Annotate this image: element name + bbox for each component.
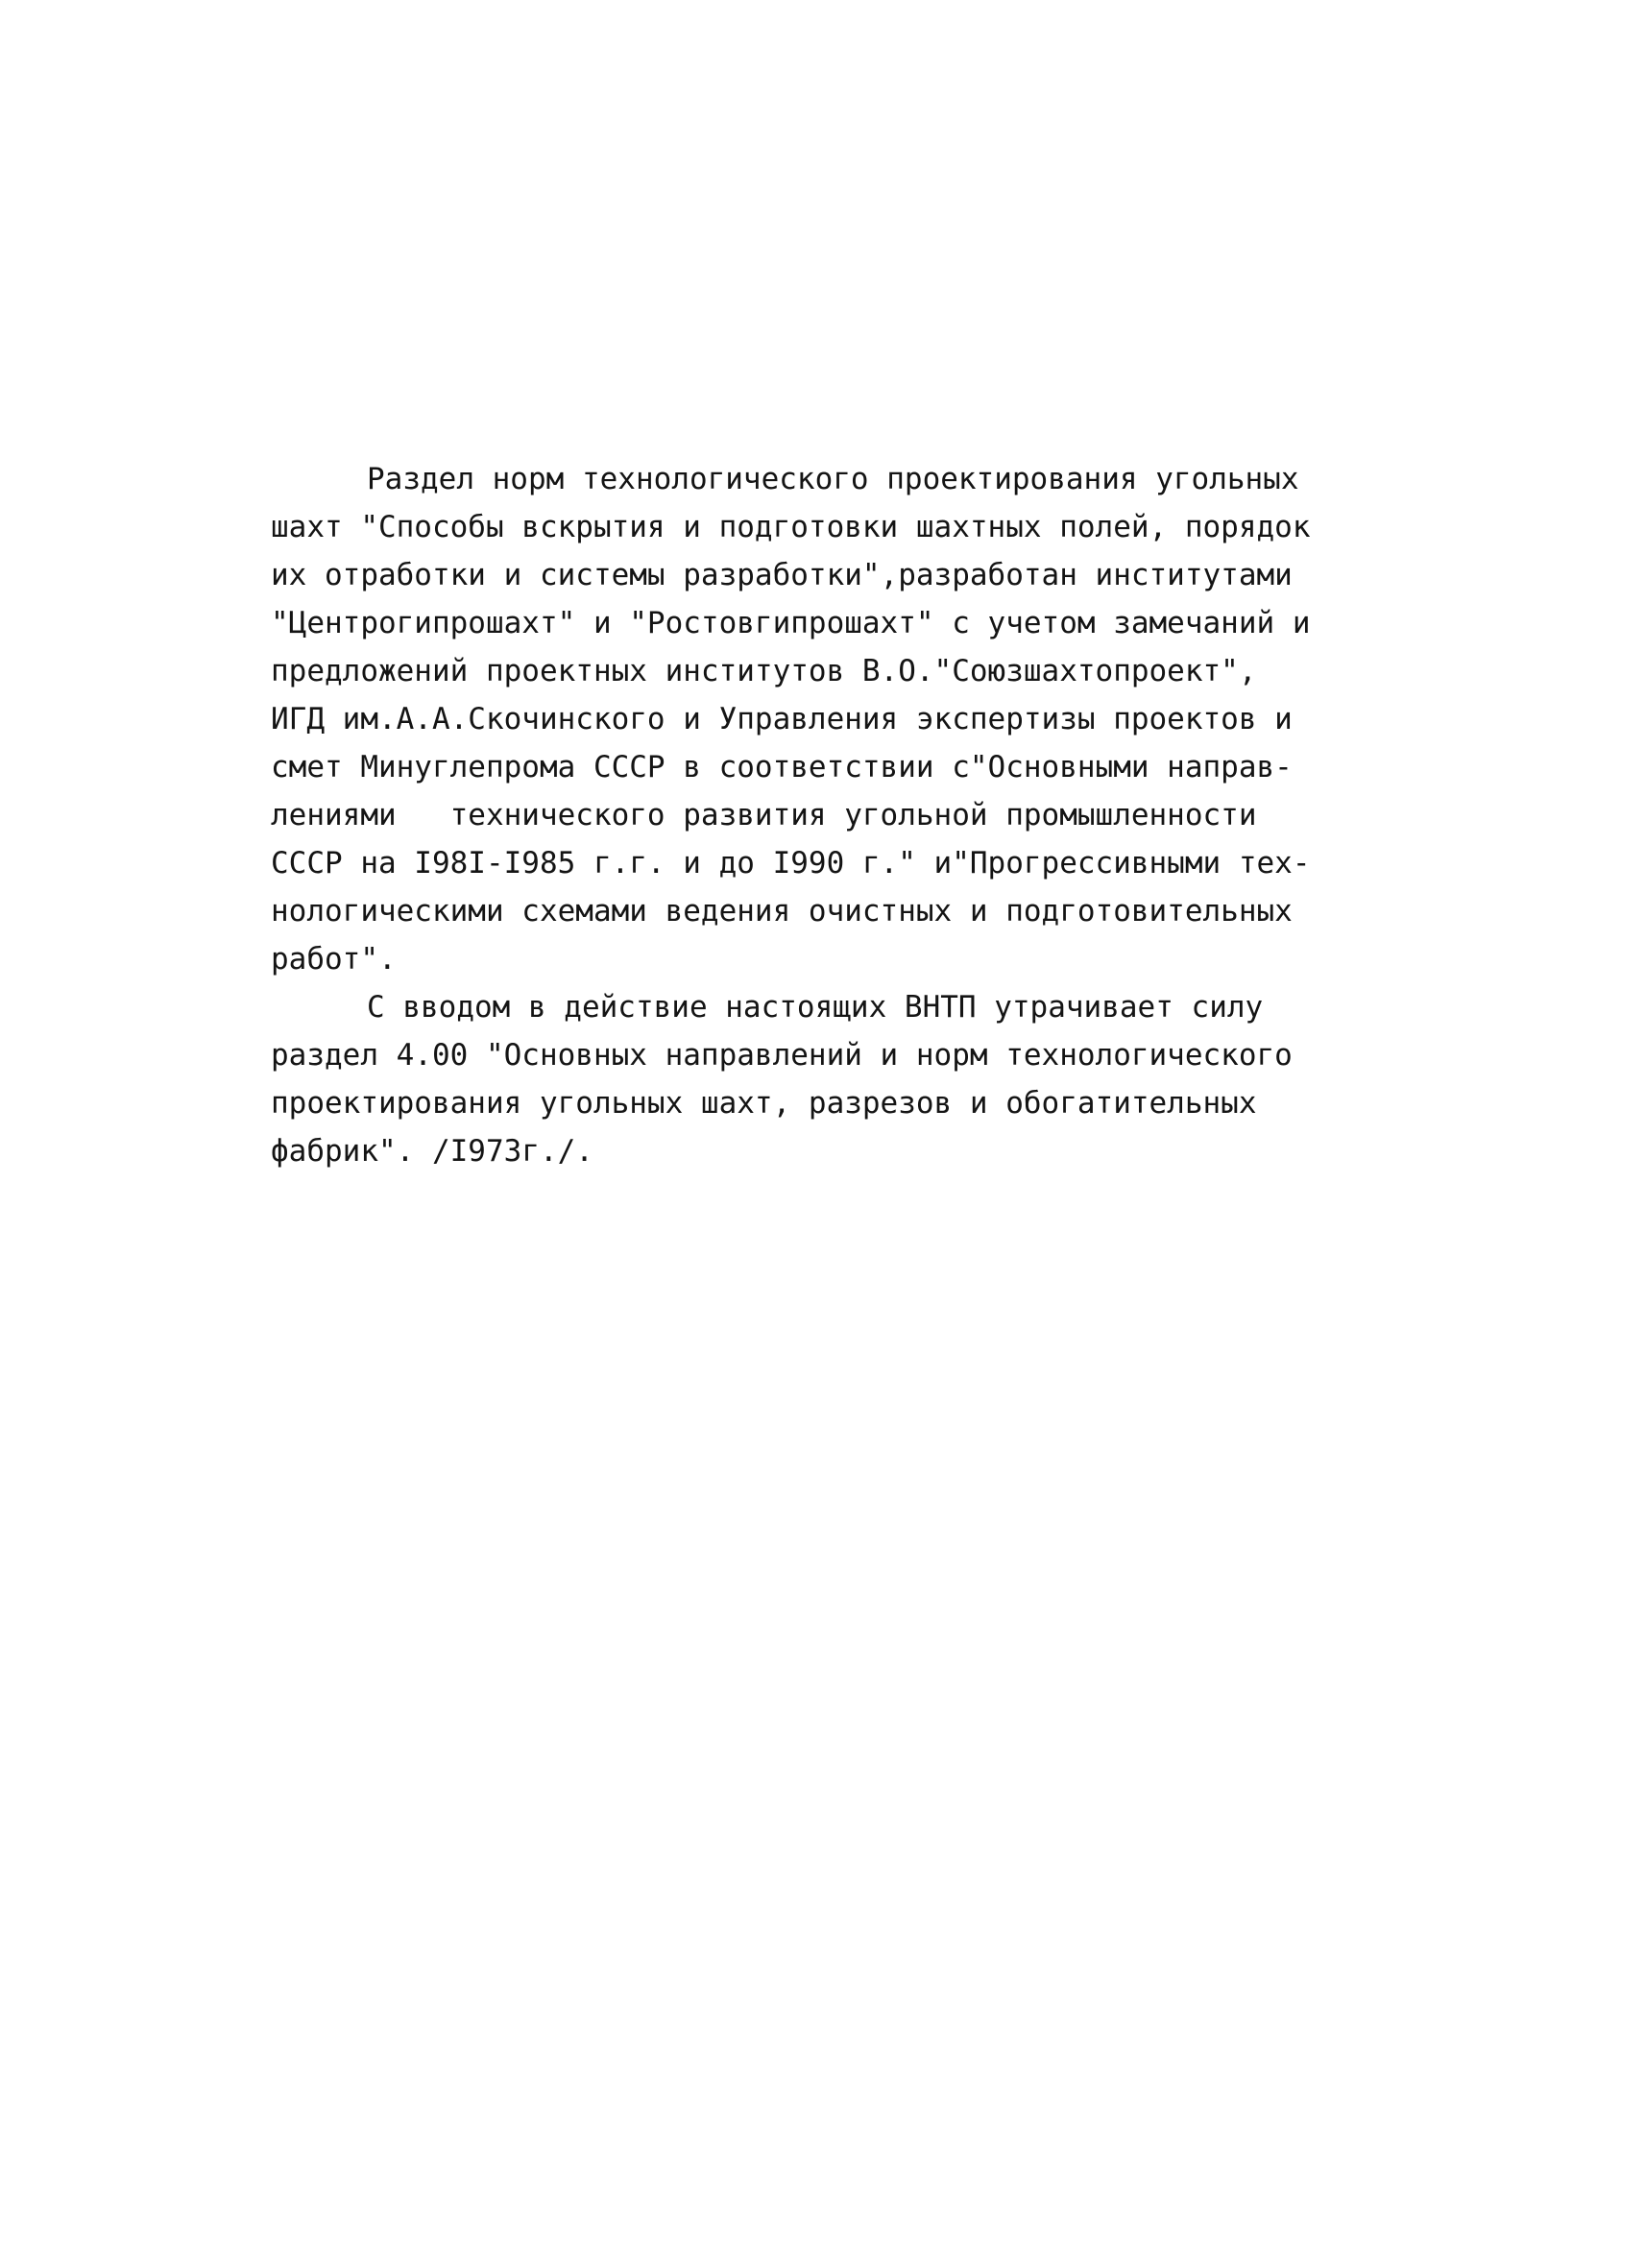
text-line: нологическими схемами ведения очистных и подготовительных <box>271 894 1293 929</box>
text-line: С вводом в действие настоящих ВНТП утрачивает силу <box>367 990 1264 1025</box>
text-line: ИГД им.А.А.Скочинского и Управления экспертизы проектов и <box>271 702 1293 736</box>
text-line: раздел 4.00 "Основных направлений и норм технологического <box>271 1038 1293 1073</box>
text-line: проектирования угольных шахт, разрезов и обогатительных <box>271 1086 1257 1121</box>
text-line: их отработки и системы разработки",разработан институтами <box>271 558 1293 592</box>
text-line: предложений проектных институтов В.О."Союзшахтопроект", <box>271 654 1257 688</box>
paragraph-2 <box>271 983 1404 1175</box>
text-line: смет Минуглепрома СССР в соответствии с"Основными направ- <box>271 750 1293 784</box>
text-line: шахт "Способы вскрытия и подготовки шахтных полей, порядок <box>271 510 1311 544</box>
text-line: лениями технического развития угольной промышленности <box>271 798 1257 832</box>
paragraph-1 <box>271 455 1404 983</box>
text-line: фабрик". /I973г./. <box>271 1134 593 1169</box>
document-body <box>271 455 1404 1175</box>
text-line: "Центрогипрошахт" и "Ростовгипрошахт" с учетом замечаний и <box>271 606 1311 640</box>
text-line: СССР на I98I-I985 г.г. и до I990 г." и"Прогрессивными тех- <box>271 846 1311 881</box>
text-line: работ". <box>271 942 397 977</box>
text-line: Раздел норм технологического проектирования угольных <box>367 462 1299 496</box>
